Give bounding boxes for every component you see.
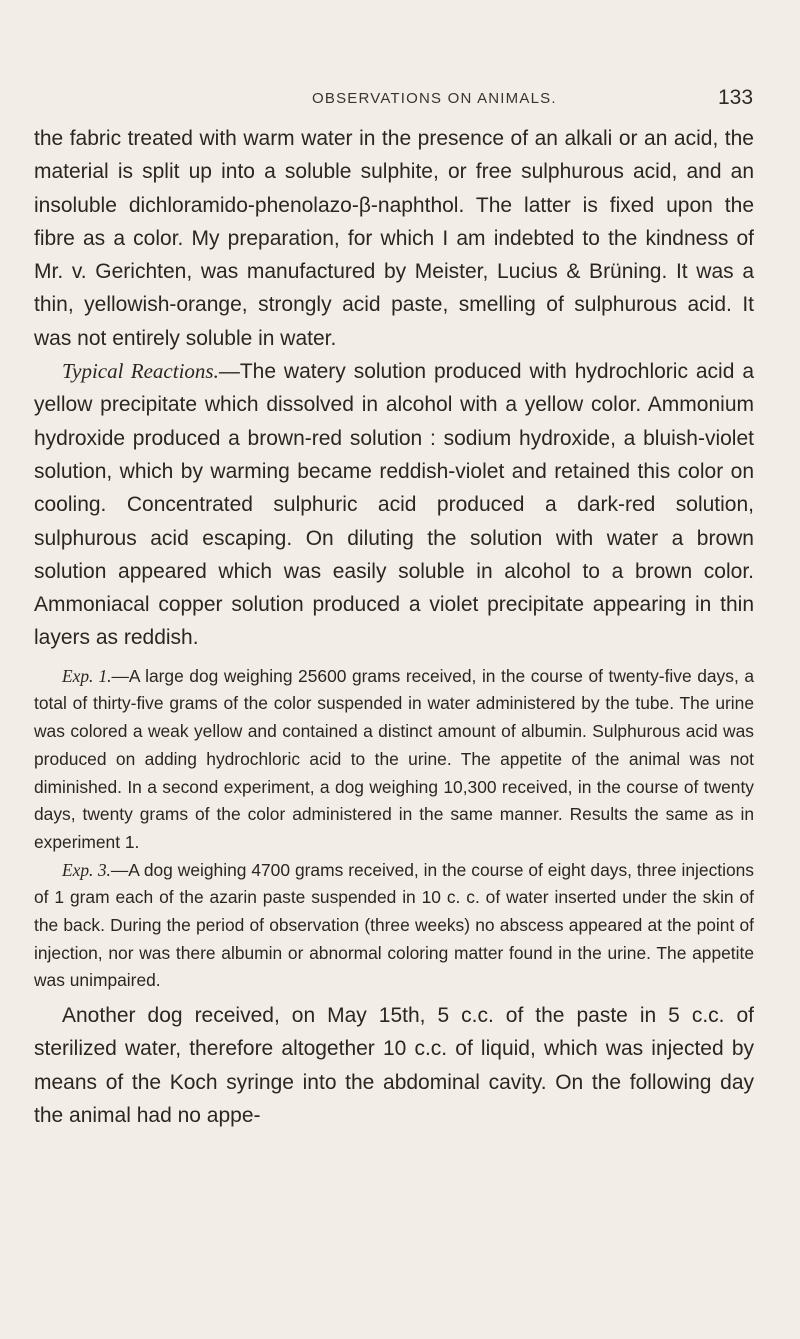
running-head-title: OBSERVATIONS ON ANIMALS. bbox=[312, 90, 557, 107]
typical-reactions-text: —The watery solution produced with hydrochloric acid a yellow precipitate which dissolved in alcohol with a yellow color. Ammonium hydroxide produced a brown-red solution : sodium hydroxide, a bluish-violet solution, which by warming became reddish-violet and retained this color on cooling. Concentrated sulphuric acid produced a dark-red solution, sulphurous acid escaping. On diluting the solution with water a brown solution appeared which was easily soluble in alcohol to a brown color. Ammoniacal copper solution produced a violet precipitate appearing in thin layers as reddish. bbox=[34, 360, 754, 650]
experiment-3-heading: Exp. 3. bbox=[62, 859, 111, 880]
paragraph-experiment-1 bbox=[34, 663, 754, 857]
paragraph-experiment-3 bbox=[34, 857, 754, 996]
paragraph-continued: the fabric treated with warm water in the presence of an alkali or an acid, the material is split up into a soluble sulphite, or free sulphurous acid, and an insoluble dichloramido-phenolazo-β-naphthol. The latter is fixed upon the fibre as a color. My preparation, for which I am indebted to the kindness of Mr. v. Gerichten, was manufactured by Meister, Lucius & Brüning. It was a thin, yellowish-orange, strongly acid paste, smelling of sulphurous acid. It was not entirely soluble in water. bbox=[34, 127, 754, 350]
running-head bbox=[0, 84, 800, 114]
page-number: 133 bbox=[718, 86, 754, 109]
experiment-3-text: —A dog weighing 4700 grams received, in the course of eight days, three injections of 1 gram each of the azarin paste suspended in 10 c. c. of water inserted under the skin of the back. During the period of observation (three weeks) no abscess appeared at the point of injection, nor was there albumin or abnormal coloring matter found in the urine. The appetite was unimpaired. bbox=[34, 859, 754, 991]
body-text bbox=[34, 122, 754, 1132]
typical-reactions-heading: Typical Reactions. bbox=[62, 359, 219, 384]
experiment-1-text: —A large dog weighing 25600 grams received, in the course of twenty-five days, a total of thirty-five grams of the color suspended in water administered by the tube. The urine was colored a weak yellow and contained a distinct amount of albumin. Sulphurous acid was produced on adding hydrochloric acid to the urine. The appetite of the animal was not diminished. In a second experiment, a dog weighing 10,300 received, in the course of twenty days, twenty grams of the color administered in the same manner. Results the same as in experiment 1. bbox=[34, 665, 754, 852]
experiment-1-heading: Exp. 1. bbox=[62, 665, 112, 686]
paragraph-typical-reactions bbox=[34, 355, 754, 655]
paragraph-another-dog: Another dog received, on May 15th, 5 c.c. of the paste in 5 c.c. of sterilized water, therefore altogether 10 c.c. of liquid, which was injected by means of the Koch syringe into the abdominal cavity. On the following day the animal had no appe- bbox=[34, 1004, 754, 1128]
